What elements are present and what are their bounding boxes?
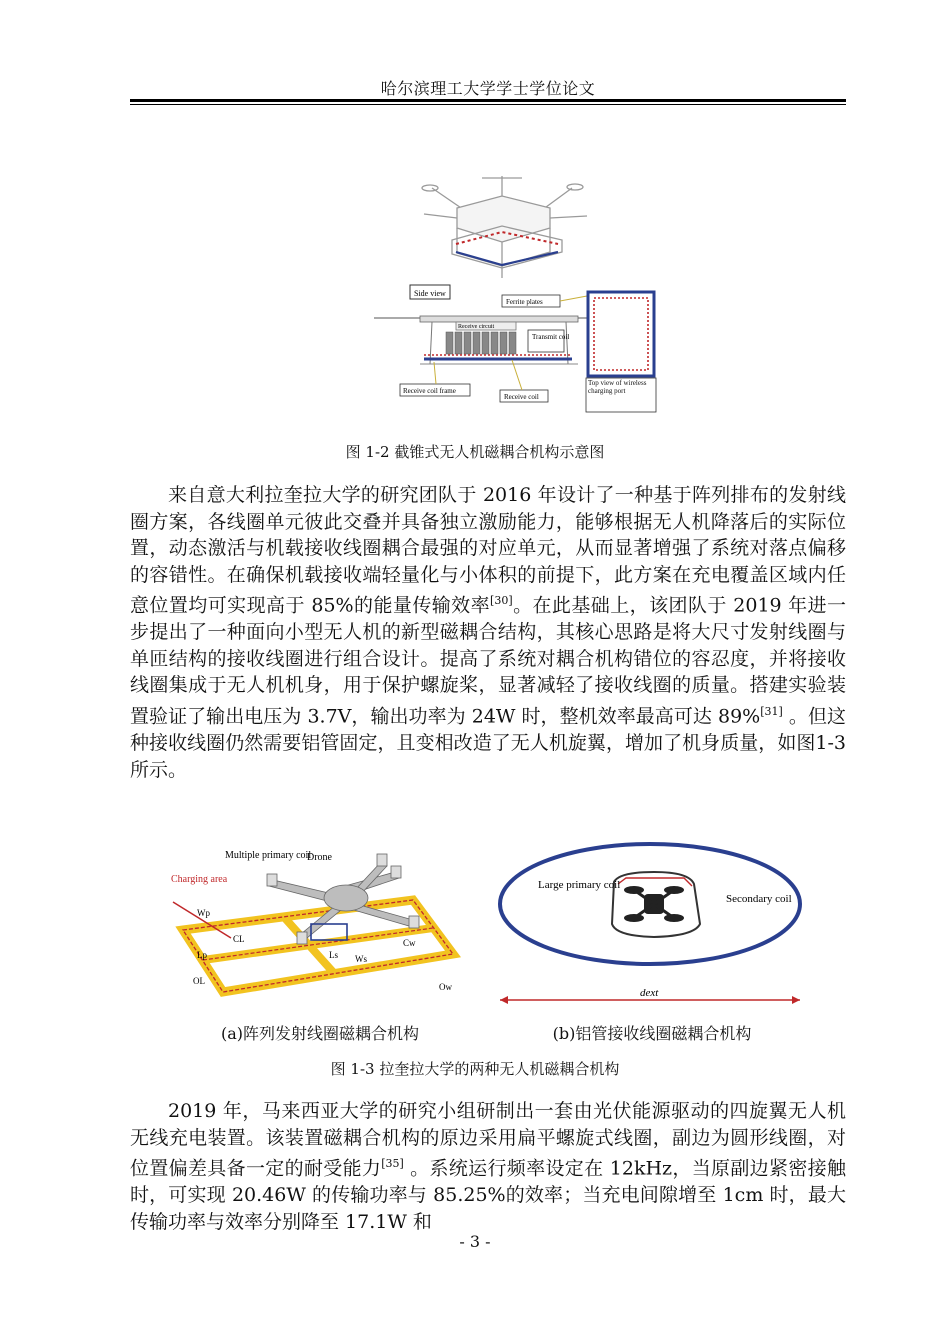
ws-label: Ws <box>355 954 367 964</box>
running-header: 哈尔滨理工大学学士学位论文 <box>380 79 596 98</box>
drone-perspective-sketch <box>422 176 587 268</box>
cw-label: Cw <box>403 938 416 948</box>
paragraph-2-text-b: 。系统运行频率设定在 12kHz，当原副边紧密接触时，可实现 20.46W 的传输功率与 85.25%的效率；当充电间隙增至 1cm 时，最大传输功率与效率分别降至 17.1W 和 <box>130 1157 846 1233</box>
paragraph-1-text-a: 来自意大利拉奎拉大学的研究团队于 2016 年设计了一种基于阵列排布的发射线圈方案，各线圈单元彼此交叠并具备独立激励能力，能够根据无人机降落后的实际位置，动态激活与机载接收线圈耦合最强的对应单元，从而显著增强了系统对落点偏移的容错性。在确保机载接收端轻量化与小体积的前提下，此方案在充电覆盖区域内任意位置均可实现高于 85%的能量传输效率 <box>130 484 846 617</box>
drone-label: Drone <box>307 852 332 863</box>
subcaption-b: (b)铝管接收线圈磁耦合机构 <box>552 1024 752 1043</box>
citation-35: [35] <box>381 1157 404 1171</box>
figure-1-3-caption: 图 1-3 拉奎拉大学的两种无人机磁耦合机构 <box>330 1060 620 1078</box>
citation-31: [31] <box>760 705 783 719</box>
receive-coil-label: Receive coil <box>504 393 539 401</box>
paragraph-1 <box>130 482 846 783</box>
paragraph-1-text-c: 。但这种接收线圈仍然需要铝管固定，且变相改造了无人机旋翼，增加了机身质量，如图1-3所示。 <box>130 705 846 781</box>
paragraph-2-text-a: 2019 年，马来西亚大学的研究小组研制出一套由光伏能源驱动的四旋翼无人机无线充电装置。该装置磁耦合机构的原边采用扁平螺旋式线圈，副边为圆形线圈，对位置偏差具备一定的耐受能力 <box>130 1100 846 1180</box>
figure-1-3b-aluminum-coil <box>494 842 806 1006</box>
lp-label: Lp <box>197 950 207 960</box>
large-primary-coil-label: Large primary coil <box>538 879 621 891</box>
multiple-primary-coil-label: Multiple primary coil <box>225 850 312 861</box>
page-number: - 3 - <box>459 1232 491 1251</box>
paragraph-2 <box>130 1098 846 1235</box>
charging-area-label: Charging area <box>171 874 228 885</box>
ls-label: Ls <box>329 950 338 960</box>
ol-label: OL <box>193 976 205 986</box>
ferrite-plates-label: Ferrite plates <box>506 298 543 306</box>
figure-1-2-caption: 图 1-2 截锥式无人机磁耦合机构示意图 <box>345 443 605 461</box>
dext-label: dext <box>640 987 659 999</box>
wp-label: Wp <box>197 908 210 918</box>
side-view-label: Side view <box>414 289 446 298</box>
transmit-coil-label: Transmit coil <box>532 333 570 341</box>
figure-1-2-drone-diagram <box>372 168 672 416</box>
paragraph-1-text-b: 。在此基础上，该团队于 2019 年进一步提出了一种面向小型无人机的新型磁耦合结构，其核心思路是将大尺寸发射线圈与单匝结构的接收线圈进行组合设计。提高了系统对耦合机构错位的容忍度，并将接收线圈集成于无人机机身，用于保护螺旋桨，显著减轻了接收线圈的质量。搭建实验装置验证了输出电压为 3.7V，输出功率为 24W 时，整机效率最高可达 89% <box>130 594 846 728</box>
ferrite-cells <box>446 332 516 354</box>
header-rule-thick <box>130 99 846 102</box>
citation-30: [30] <box>490 594 513 608</box>
receive-coil-frame-label: Receive coil frame <box>403 387 456 395</box>
header-rule-thin <box>130 104 846 105</box>
ow-label: Ow <box>439 982 452 992</box>
top-view-label: Top view of wireless charging port <box>588 379 647 395</box>
subcaption-a: (a)阵列发射线圈磁耦合机构 <box>220 1024 420 1043</box>
secondary-coil-label: Secondary coil <box>726 893 792 905</box>
figure-1-3a-array-coil <box>163 842 475 1010</box>
cl-label: CL <box>233 934 245 944</box>
receive-circuit-label: Receive circuit <box>458 324 495 330</box>
